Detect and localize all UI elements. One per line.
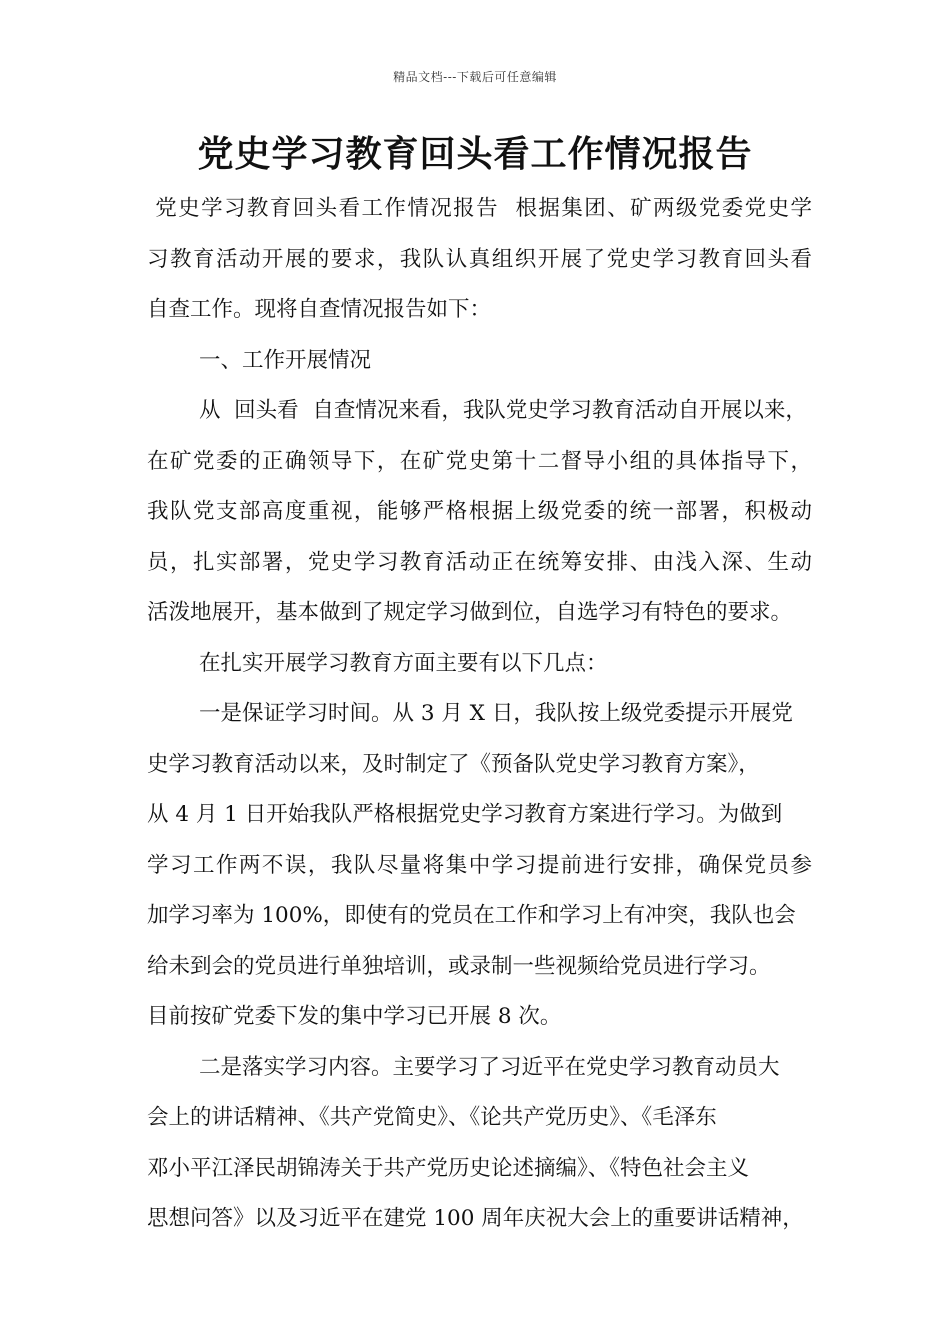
- text-line: 党史学习教育回头看工作情况报告 根据集团、矿两级党委党史学: [147, 196, 812, 221]
- text-line: 学习工作两不误，我队尽量将集中学习提前进行安排，确保党员参: [147, 852, 812, 878]
- document-title: 党史学习教育回头看工作情况报告: [197, 134, 753, 175]
- text-line: 给未到会的党员进行单独培训，或录制一些视频给党员进行学习。: [147, 953, 771, 979]
- text-line: 在扎实开展学习教育方面主要有以下几点：: [199, 650, 608, 676]
- text-line: 目前按矿党委下发的集中学习已开展 8 次。: [147, 1004, 562, 1029]
- text-line: 在矿党委的正确领导下，在矿党史第十二督导小组的具体指导下，: [147, 448, 812, 474]
- header-note: 精品文档---下载后可任意编辑: [393, 70, 557, 84]
- text-line: 活泼地展开，基本做到了规定学习做到位，自选学习有特色的要求。: [147, 600, 793, 625]
- section-heading: 一、工作开展情况: [199, 347, 372, 373]
- text-line: 二是落实学习内容。主要学习了习近平在党史学习教育动员大: [199, 1054, 780, 1080]
- document-body: [147, 184, 812, 1245]
- text-line: 邓小平江泽民胡锦涛关于共产党历史论述摘编》、《特色社会主义: [147, 1155, 750, 1181]
- text-line: 员，扎实部署，党史学习教育活动正在统筹安排、由浅入深、生动: [147, 549, 812, 575]
- text-line: 从 4 月 1 日开始我队严格根据党史学习教育方案进行学习。为做到: [147, 802, 783, 827]
- text-line: 加学习率为 100%，即使有的党员在工作和学习上有冲突，我队也会: [147, 903, 796, 928]
- text-line: 思想问答》以及习近平在建党 100 周年庆祝大会上的重要讲话精神，: [147, 1206, 804, 1231]
- text-line: 习教育活动开展的要求，我队认真组织开展了党史学习教育回头看: [147, 246, 812, 272]
- text-line: 从 回头看 自查情况来看，我队党史学习教育活动自开展以来，: [199, 398, 807, 423]
- text-line: 会上的讲话精神、《共产党简史》、《论共产党历史》、《毛泽东: [147, 1105, 717, 1130]
- text-line: 史学习教育活动以来，及时制定了《预备队党史学习教育方案》，: [147, 751, 760, 777]
- text-line: 一是保证学习时间。从 3 月 X 日，我队按上级党委提示开展党: [199, 701, 793, 726]
- text-line: 我队党支部高度重视，能够严格根据上级党委的统一部署，积极动: [147, 499, 812, 524]
- text-line: 自查工作。现将自查情况报告如下：: [147, 297, 492, 322]
